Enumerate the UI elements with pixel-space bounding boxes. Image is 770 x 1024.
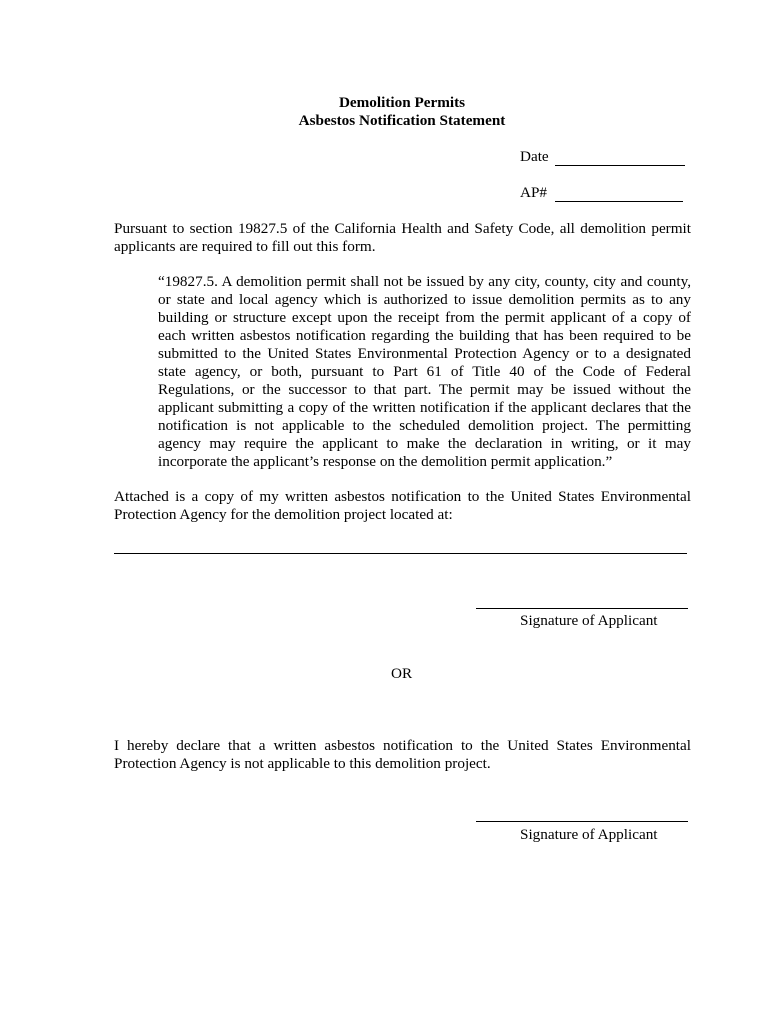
statute-quote: “19827.5. A demolition permit shall not be issued by any city, county, city and county, or state and local agency which is authorized to issue demolition permits as to any building or structure except upon the receipt from the permit applicant of a copy of each written asbestos notification regarding the building that has been required to be submitted to the United States Environmental Protection Agency or to a designated state agency, or both, pursuant to Part 61 of Title 40 of the Code of Federal Regulations, or the successor to that part. The permit may be issued without the applicant submitting a copy of the written notification if the applicant declares that the notification is not applicable to the scheduled demolition project. The permitting agency may require the applicant to make the declaration in writing, or it may incorporate the applicant’s response on the demolition permit application.” <box>158 273 691 470</box>
attached-statement: Attached is a copy of my written asbestos notification to the United States Environmental Protection Agency for the demolition project located at: <box>114 488 691 523</box>
ap-number-label: AP# <box>520 184 548 201</box>
date-label: Date <box>520 148 549 165</box>
signature-label-1: Signature of Applicant <box>520 612 658 629</box>
signature-line-2[interactable] <box>476 821 688 822</box>
date-field[interactable] <box>520 148 685 166</box>
signature-label-2: Signature of Applicant <box>520 826 658 843</box>
ap-number-blank-line[interactable] <box>555 187 683 202</box>
declaration-paragraph: I hereby declare that a written asbestos notification to the United States Environmental Protection Agency is not applicable to this demolition project. <box>114 737 691 772</box>
signature-line-1[interactable] <box>476 608 688 609</box>
project-address-line[interactable] <box>114 553 687 554</box>
ap-number-field[interactable] <box>520 184 683 202</box>
or-separator: OR <box>391 665 413 682</box>
intro-paragraph: Pursuant to section 19827.5 of the California Health and Safety Code, all demolition permit applicants are required to fill out this form. <box>114 220 691 255</box>
date-blank-line[interactable] <box>555 151 685 166</box>
document-title: Demolition Permits <box>338 94 466 111</box>
document-subtitle: Asbestos Notification Statement <box>298 112 506 129</box>
